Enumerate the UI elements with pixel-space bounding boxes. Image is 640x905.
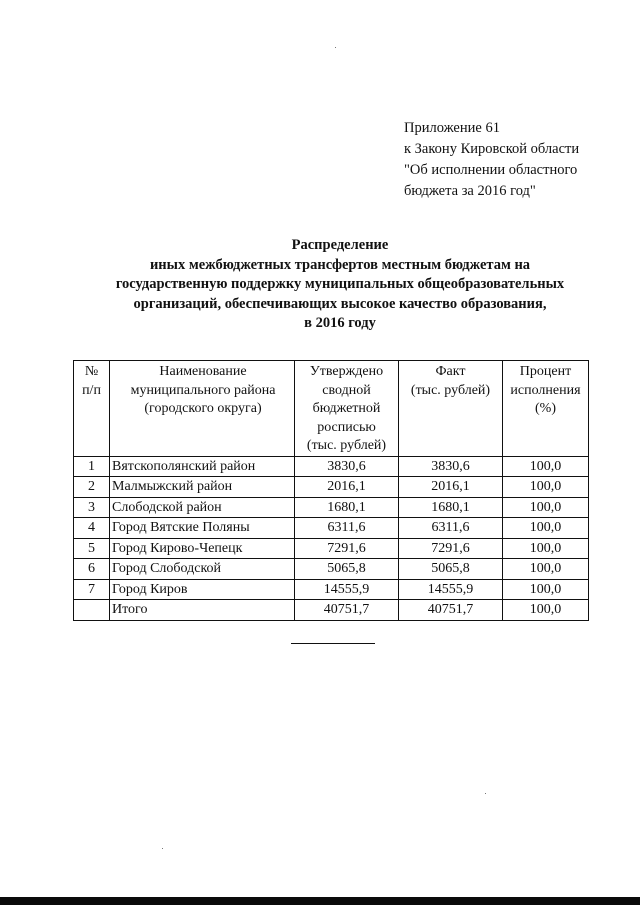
header-fact: Факт (тыс. рублей) — [399, 361, 503, 457]
cell-name: Малмыжский район — [110, 477, 295, 498]
closing-rule — [291, 643, 375, 644]
cell-percent: 100,0 — [503, 477, 589, 498]
distribution-table — [73, 360, 589, 621]
cell-name: Город Вятские Поляны — [110, 518, 295, 539]
appendix-line: Приложение 61 — [404, 120, 500, 136]
cell-percent: 100,0 — [503, 518, 589, 539]
cell-approved: 7291,6 — [295, 538, 399, 559]
cell-fact: 5065,8 — [399, 559, 503, 580]
table-row — [74, 518, 589, 539]
cell-num: 6 — [74, 559, 110, 580]
title-line: Распределение — [291, 237, 389, 253]
title-line: организаций, обеспечивающих высокое качество образования, — [133, 295, 547, 312]
table-row — [74, 477, 589, 498]
cell-approved: 1680,1 — [295, 497, 399, 518]
cell-num: 5 — [74, 538, 110, 559]
header-num: № п/п — [74, 361, 110, 457]
scan-speck — [335, 47, 336, 48]
header-approved: Утверждено сводной бюджетной росписью (тыс. рублей) — [295, 361, 399, 457]
cell-name: Вятскополянский район — [110, 456, 295, 477]
scan-speck — [162, 848, 163, 849]
header-name: Наименование муниципального района (городского округа) — [110, 361, 295, 457]
cell-percent: 100,0 — [503, 600, 589, 621]
cell-name: Город Кирово-Чепецк — [110, 538, 295, 559]
header-percent: Процент исполнения (%) — [503, 361, 589, 457]
cell-approved: 6311,6 — [295, 518, 399, 539]
cell-num: 1 — [74, 456, 110, 477]
cell-fact: 14555,9 — [399, 579, 503, 600]
document-title — [70, 236, 610, 334]
cell-approved: 2016,1 — [295, 477, 399, 498]
scan-edge — [0, 897, 640, 905]
scan-speck — [485, 793, 486, 794]
cell-fact: 6311,6 — [399, 518, 503, 539]
table-row — [74, 497, 589, 518]
cell-fact: 2016,1 — [399, 477, 503, 498]
cell-approved: 40751,7 — [295, 600, 399, 621]
cell-fact: 40751,7 — [399, 600, 503, 621]
cell-num: 7 — [74, 579, 110, 600]
appendix-note — [404, 118, 579, 202]
cell-percent: 100,0 — [503, 497, 589, 518]
cell-percent: 100,0 — [503, 559, 589, 580]
table-row — [74, 559, 589, 580]
cell-percent: 100,0 — [503, 456, 589, 477]
cell-fact: 1680,1 — [399, 497, 503, 518]
appendix-line: "Об исполнении областного — [404, 162, 578, 178]
cell-num — [74, 600, 110, 621]
cell-fact: 3830,6 — [399, 456, 503, 477]
cell-percent: 100,0 — [503, 579, 589, 600]
title-line: в 2016 году — [304, 315, 376, 331]
table-total-row — [74, 600, 589, 621]
table-header-row — [74, 361, 589, 457]
cell-percent: 100,0 — [503, 538, 589, 559]
cell-approved: 3830,6 — [295, 456, 399, 477]
cell-name: Город Слободской — [110, 559, 295, 580]
cell-name: Город Киров — [110, 579, 295, 600]
table-row — [74, 538, 589, 559]
cell-name: Итого — [110, 600, 295, 621]
cell-num: 3 — [74, 497, 110, 518]
cell-approved: 14555,9 — [295, 579, 399, 600]
appendix-line: к Закону Кировской области — [404, 141, 580, 157]
cell-fact: 7291,6 — [399, 538, 503, 559]
cell-name: Слободской район — [110, 497, 295, 518]
title-line: государственную поддержку муниципальных общеобразовательных — [115, 276, 565, 292]
cell-approved: 5065,8 — [295, 559, 399, 580]
title-line: иных межбюджетных трансфертов местным бюджетам на — [149, 256, 531, 273]
appendix-line: бюджета за 2016 год" — [404, 183, 536, 199]
cell-num: 2 — [74, 477, 110, 498]
table-row — [74, 579, 589, 600]
cell-num: 4 — [74, 518, 110, 539]
table-row — [74, 456, 589, 477]
